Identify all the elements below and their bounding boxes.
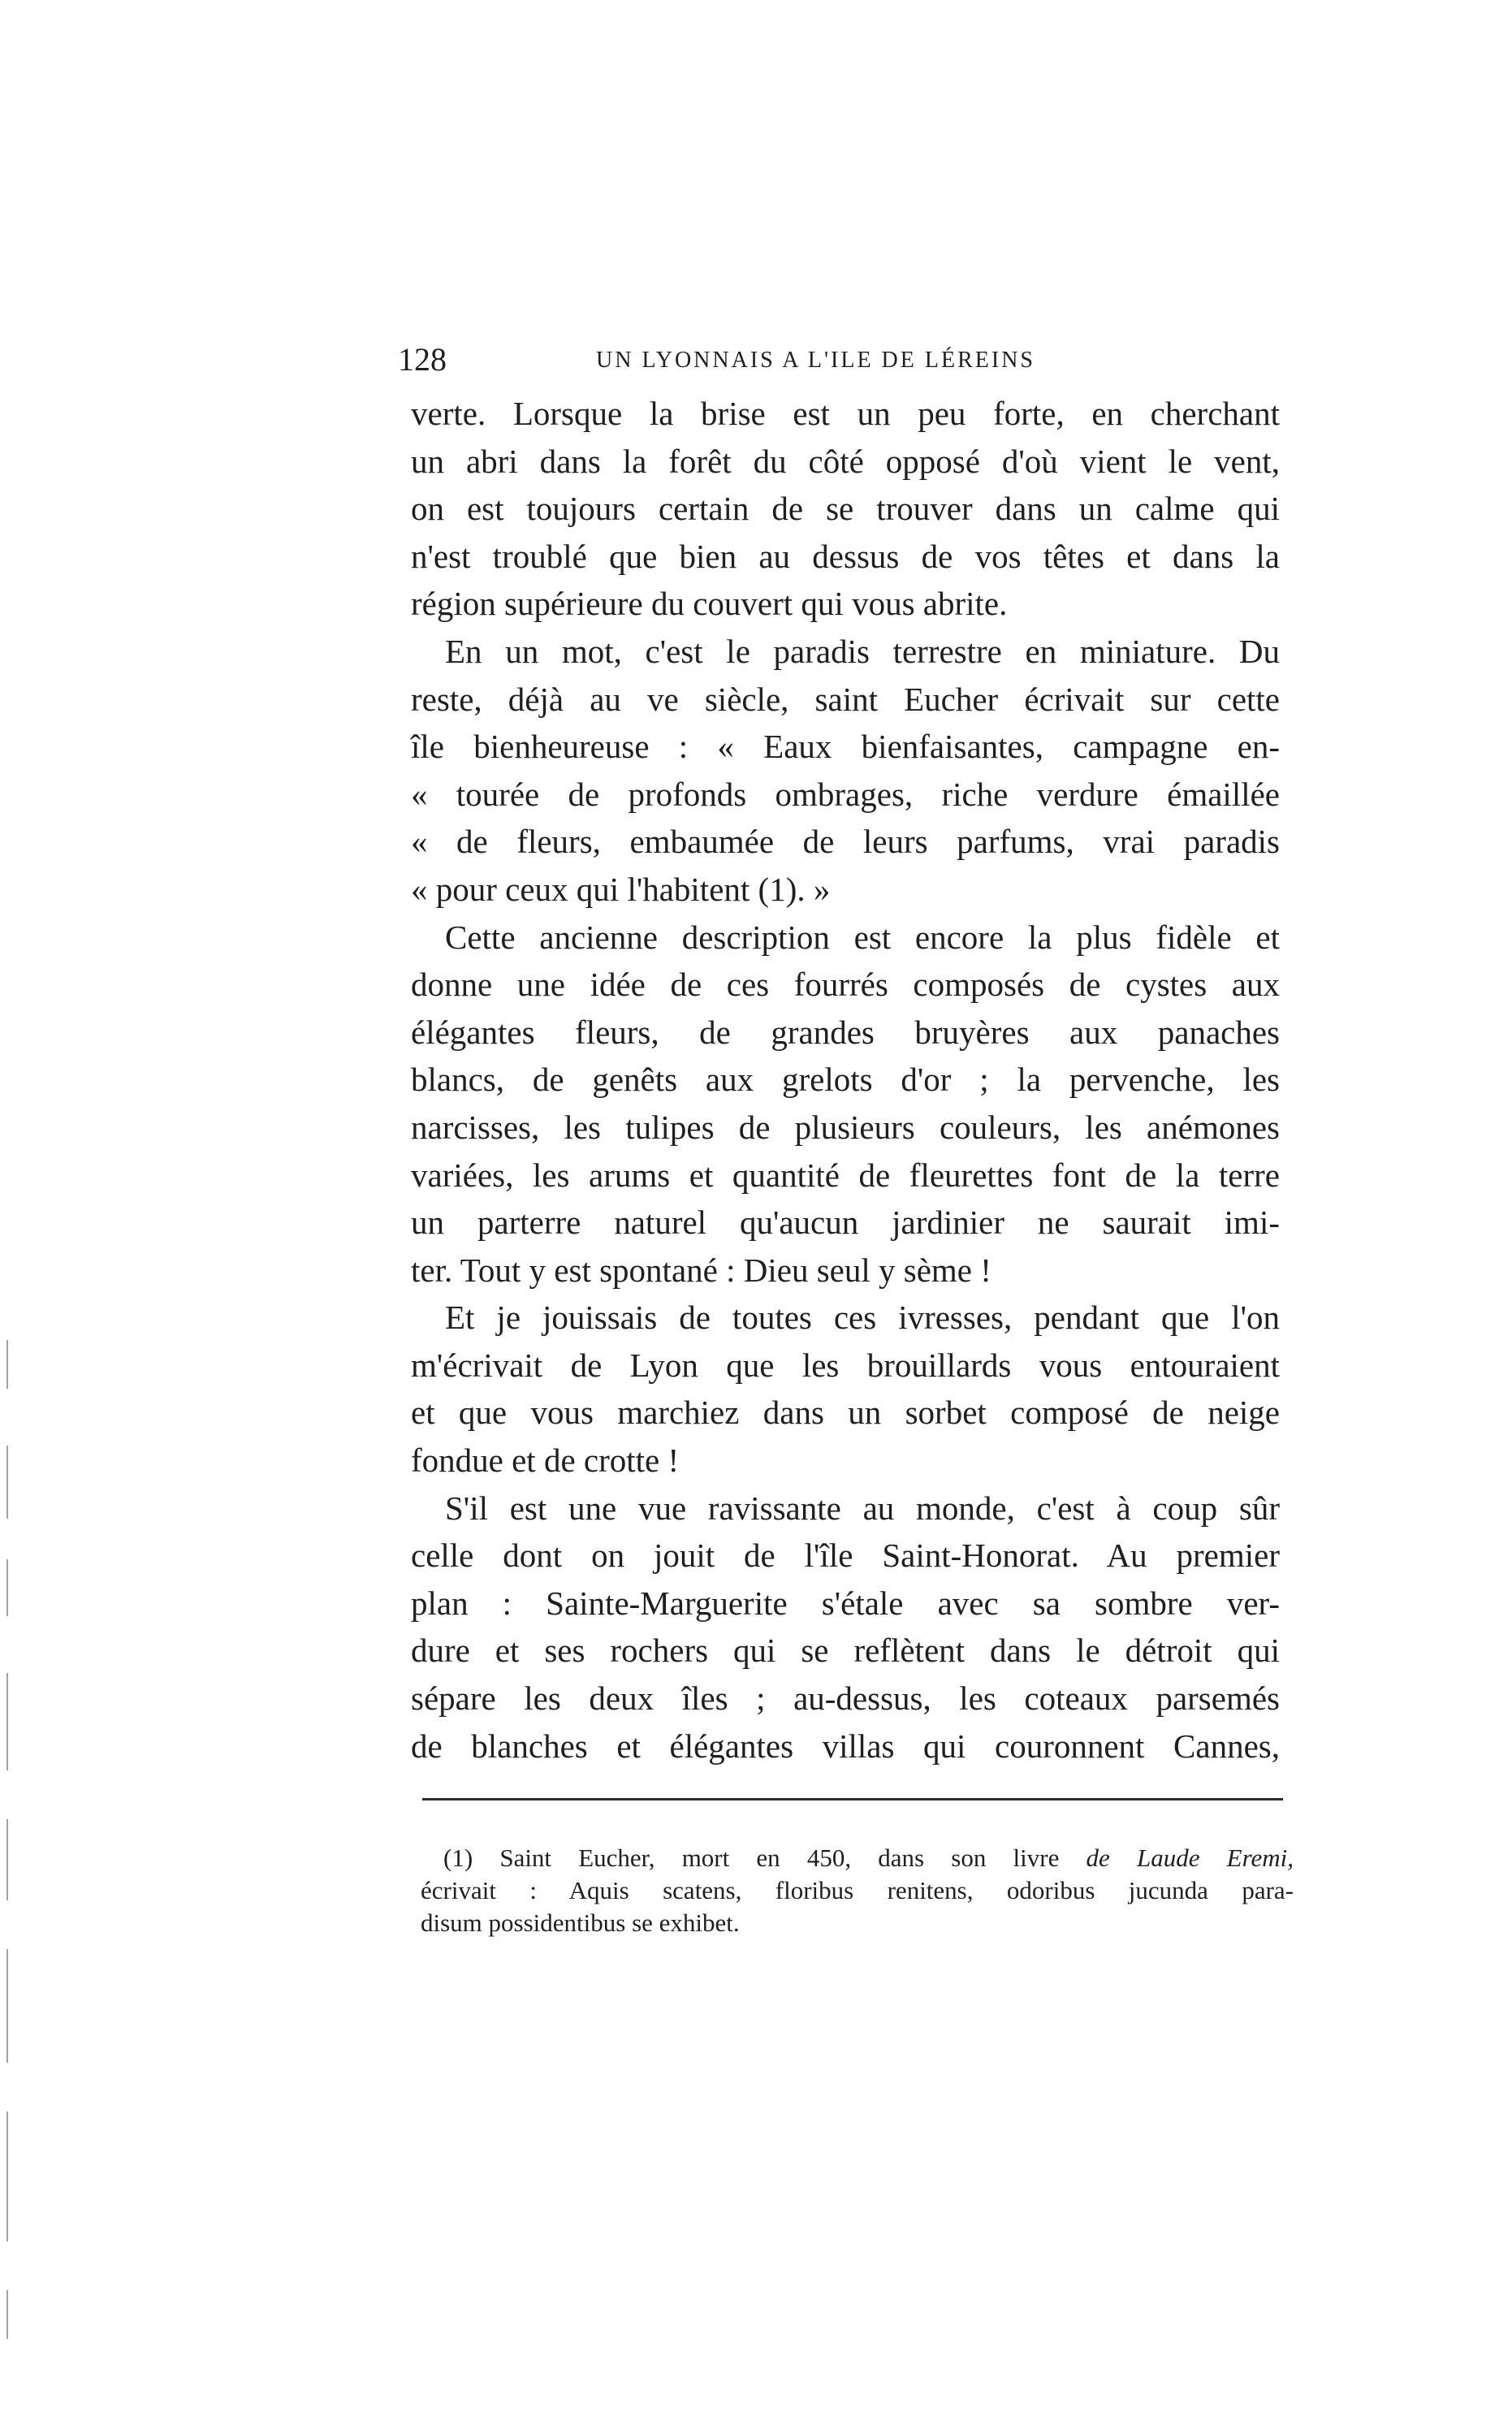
- scan-margin-mark: [6, 2112, 8, 2241]
- scan-margin-mark: [6, 2290, 8, 2339]
- running-head: UN LYONNAIS A L'ILE DE LÉREINS: [596, 348, 1035, 373]
- text-line: narcisses, les tulipes de plusieurs couleurs, les anémones: [411, 1108, 1280, 1146]
- scan-margin-mark: [6, 1340, 8, 1389]
- text-line: et que vous marchiez dans un sorbet composé de neige: [411, 1394, 1280, 1432]
- text-line: « de fleurs, embaumée de leurs parfums, vrai paradis: [411, 823, 1280, 861]
- scan-margin-mark: [6, 1819, 8, 1900]
- text-line: verte. Lorsque la brise est un peu forte, en cherchant: [411, 395, 1280, 432]
- scan-margin-mark: [6, 1559, 8, 1616]
- page-header: [398, 339, 1307, 380]
- text-line: fondue et de crotte !: [411, 1442, 680, 1480]
- text-line: celle dont on jouit de l'île Saint-Honorat. Au premier: [411, 1537, 1280, 1575]
- footnote-line: écrivait : Aquis scatens, floribus renitens, odoribus jucunda para-: [421, 1876, 1294, 1904]
- text-line: île bienheureuse : « Eaux bienfaisantes, campagne en-: [411, 728, 1280, 766]
- page-number: 128: [398, 341, 447, 378]
- footnote-text: (1) Saint Eucher, mort en 450, dans son livre: [443, 1844, 1086, 1872]
- text-line: ter. Tout y est spontané : Dieu seul y sème !: [411, 1251, 991, 1289]
- text-line: variées, les arums et quantité de fleurettes font de la terre: [411, 1156, 1280, 1194]
- footnote-book-title: de Laude Eremi,: [1086, 1844, 1294, 1872]
- text-line: n'est troublé que bien au dessus de vos têtes et dans la: [411, 537, 1280, 575]
- text-line: Et je jouissais de toutes ces ivresses, pendant que l'on: [445, 1299, 1280, 1337]
- text-line: m'écrivait de Lyon que les brouillards vous entouraient: [411, 1346, 1280, 1384]
- text-line: « pour ceux qui l'habitent (1). »: [411, 870, 831, 908]
- scan-margin-mark: [6, 1673, 8, 1770]
- text-line: S'il est une vue ravissante au monde, c'est à coup sûr: [445, 1489, 1280, 1527]
- text-line: donne une idée de ces fourrés composés de cystes aux: [411, 966, 1280, 1004]
- footnote: [421, 1842, 1294, 1939]
- text-line: élégantes fleurs, de grandes bruyères aux panaches: [411, 1013, 1280, 1051]
- text-line: « tourée de profonds ombrages, riche verdure émaillée: [411, 775, 1280, 813]
- text-line: de blanches et élégantes villas qui couronnent Cannes,: [411, 1727, 1280, 1765]
- text-line: En un mot, c'est le paradis terrestre en miniature. Du: [445, 632, 1280, 670]
- text-line: un abri dans la forêt du côté opposé d'où vient le vent,: [411, 442, 1280, 480]
- scan-margin-mark: [6, 1949, 8, 2063]
- text-line: blancs, de genêts aux grelots d'or ; la pervenche, les: [411, 1061, 1280, 1099]
- footnote-separator: [422, 1798, 1283, 1800]
- text-line: un parterre naturel qu'aucun jardinier ne saurait imi-: [411, 1204, 1280, 1242]
- text-line: région supérieure du couvert qui vous abrite.: [411, 585, 1008, 623]
- text-line: sépare les deux îles ; au-dessus, les coteaux parsemés: [411, 1679, 1280, 1718]
- text-line: on est toujours certain de se trouver dans un calme qui: [411, 490, 1280, 528]
- scan-margin-mark: [6, 1446, 8, 1519]
- text-line: reste, déjà au ve siècle, saint Eucher écrivait sur cette: [411, 680, 1280, 718]
- text-line: Cette ancienne description est encore la plus fidèle et: [445, 918, 1280, 956]
- body-text: [411, 390, 1280, 1770]
- text-line: dure et ses rochers qui se reflètent dans le détroit qui: [411, 1632, 1280, 1670]
- footnote-line: disum possidentibus se exhibet.: [421, 1908, 740, 1937]
- footnote-line: [421, 1842, 1294, 1874]
- text-line: plan : Sainte-Marguerite s'étale avec sa sombre ver-: [411, 1584, 1280, 1622]
